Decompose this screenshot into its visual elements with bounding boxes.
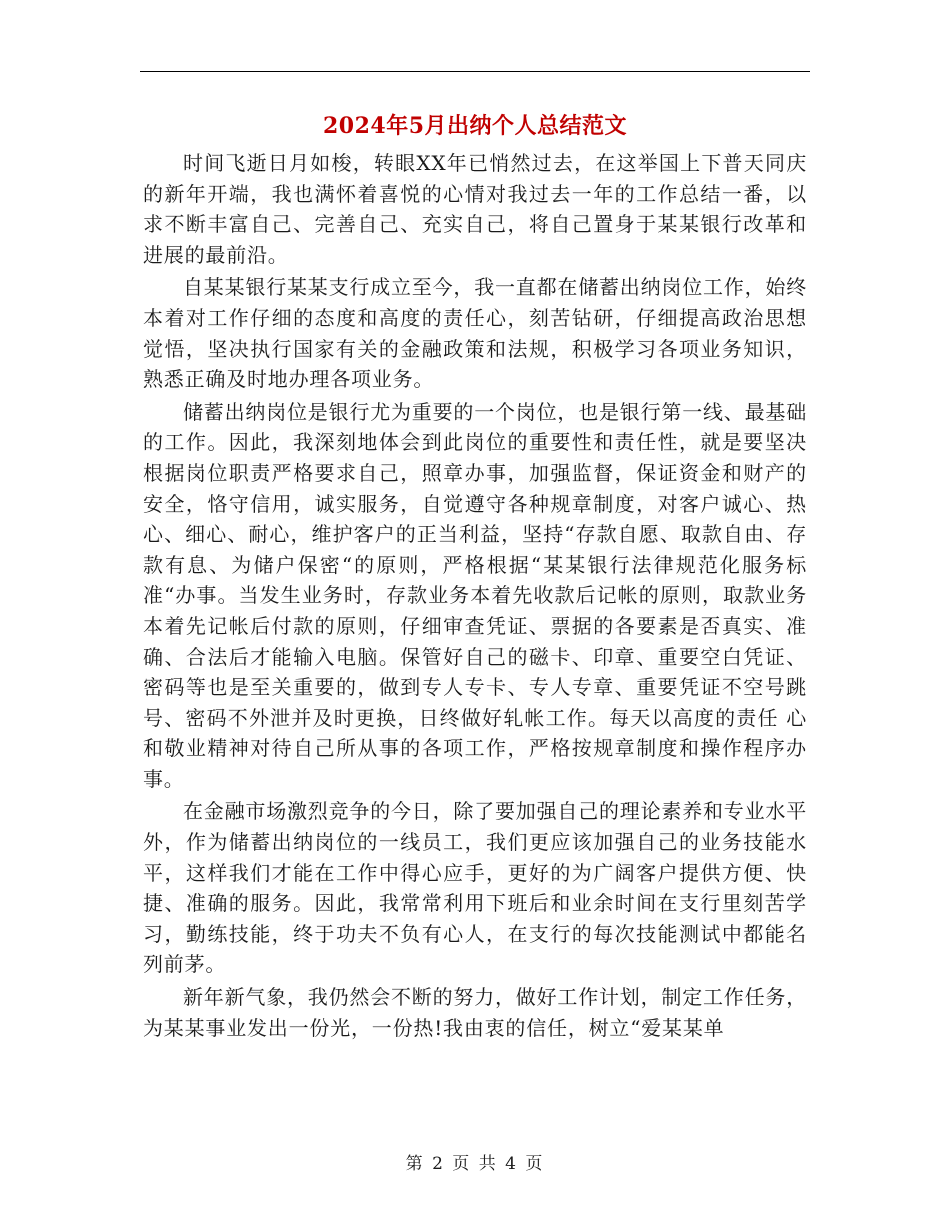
page-footer: 第 2 页 共 4 页 xyxy=(405,1154,545,1174)
paragraph-2: 自某某银行某某支行成立至今，我一直都在储蓄出纳岗位工作，始终本着对工作仔细的态度和高度的责任心，刻苦钻研，仔细提高政治思想觉悟，坚决执行国家有关的金融政策和法规，积极学习各项业务知识，熟悉正确及时地办理各项业务。 xyxy=(143,275,807,392)
document-title: 2024年5月出纳个人总结范文 xyxy=(322,113,628,139)
paragraph-3: 储蓄出纳岗位是银行尤为重要的一个岗位，也是银行第一线、最基础的工作。因此，我深刻地体会到此岗位的重要性和责任性，就是要坚决根据岗位职责严格要求自己，照章办事，加强监督，保证资金和财产的安全，恪守信用，诚实服务，自觉遵守各种规章制度，对客户诚心、热心、细心、耐心，维护客户的正当利益，坚持“存款自愿、取款自由、存款有息、为储户保密“的原则，严格根据“某某银行法律规范化服务标准“办事。当发生业务时，存款业务本着先收款后记帐的原则，取款业务本着先记帐后付款的原则，仔细审查凭证、票据的各要素是否真实、准确、合法后才能输入电脑。保管好自己的磁卡、印章、重要空白凭证、密码等也是至关重要的，做到专人专卡、专人专章、重要凭证不空号跳号、密码不外泄并及时更换，日终做好轧帐工作。每天以高度的责任 心和敬业精神对待自己所从事的各项工作，严格按规章制度和操作程序办事。 xyxy=(143,399,807,791)
paragraph-4: 在金融市场激烈竞争的今日，除了要加强自己的理论素养和专业水平外，作为储蓄出纳岗位的一线员工，我们更应该加强自己的业务技能水平，这样我们才能在工作中得心应手，更好的为广阔客户提供方便、快捷、准确的服务。因此，我常常利用下班后和业余时间在支行里刻苦学习，勤练技能，终于功夫不负有心人，在支行的每次技能测试中都能名列前茅。 xyxy=(143,799,807,977)
header-rule xyxy=(140,71,810,72)
document-body xyxy=(143,148,807,1045)
paragraph-1: 时间飞逝日月如梭，转眼XX年已悄然过去，在这举国上下普天同庆的新年开端，我也满怀着喜悦的心情对我过去一年的工作总结一番，以求不断丰富自己、完善自己、充实自己，将自己置身于某某银行改革和进展的最前沿。 xyxy=(143,151,807,267)
paragraph-5: 新年新气象，我仍然会不断的努力，做好工作计划，制定工作任务，为某某事业发出一份光，一份热!我由衷的信任，树立“爱某某单 xyxy=(143,985,807,1040)
